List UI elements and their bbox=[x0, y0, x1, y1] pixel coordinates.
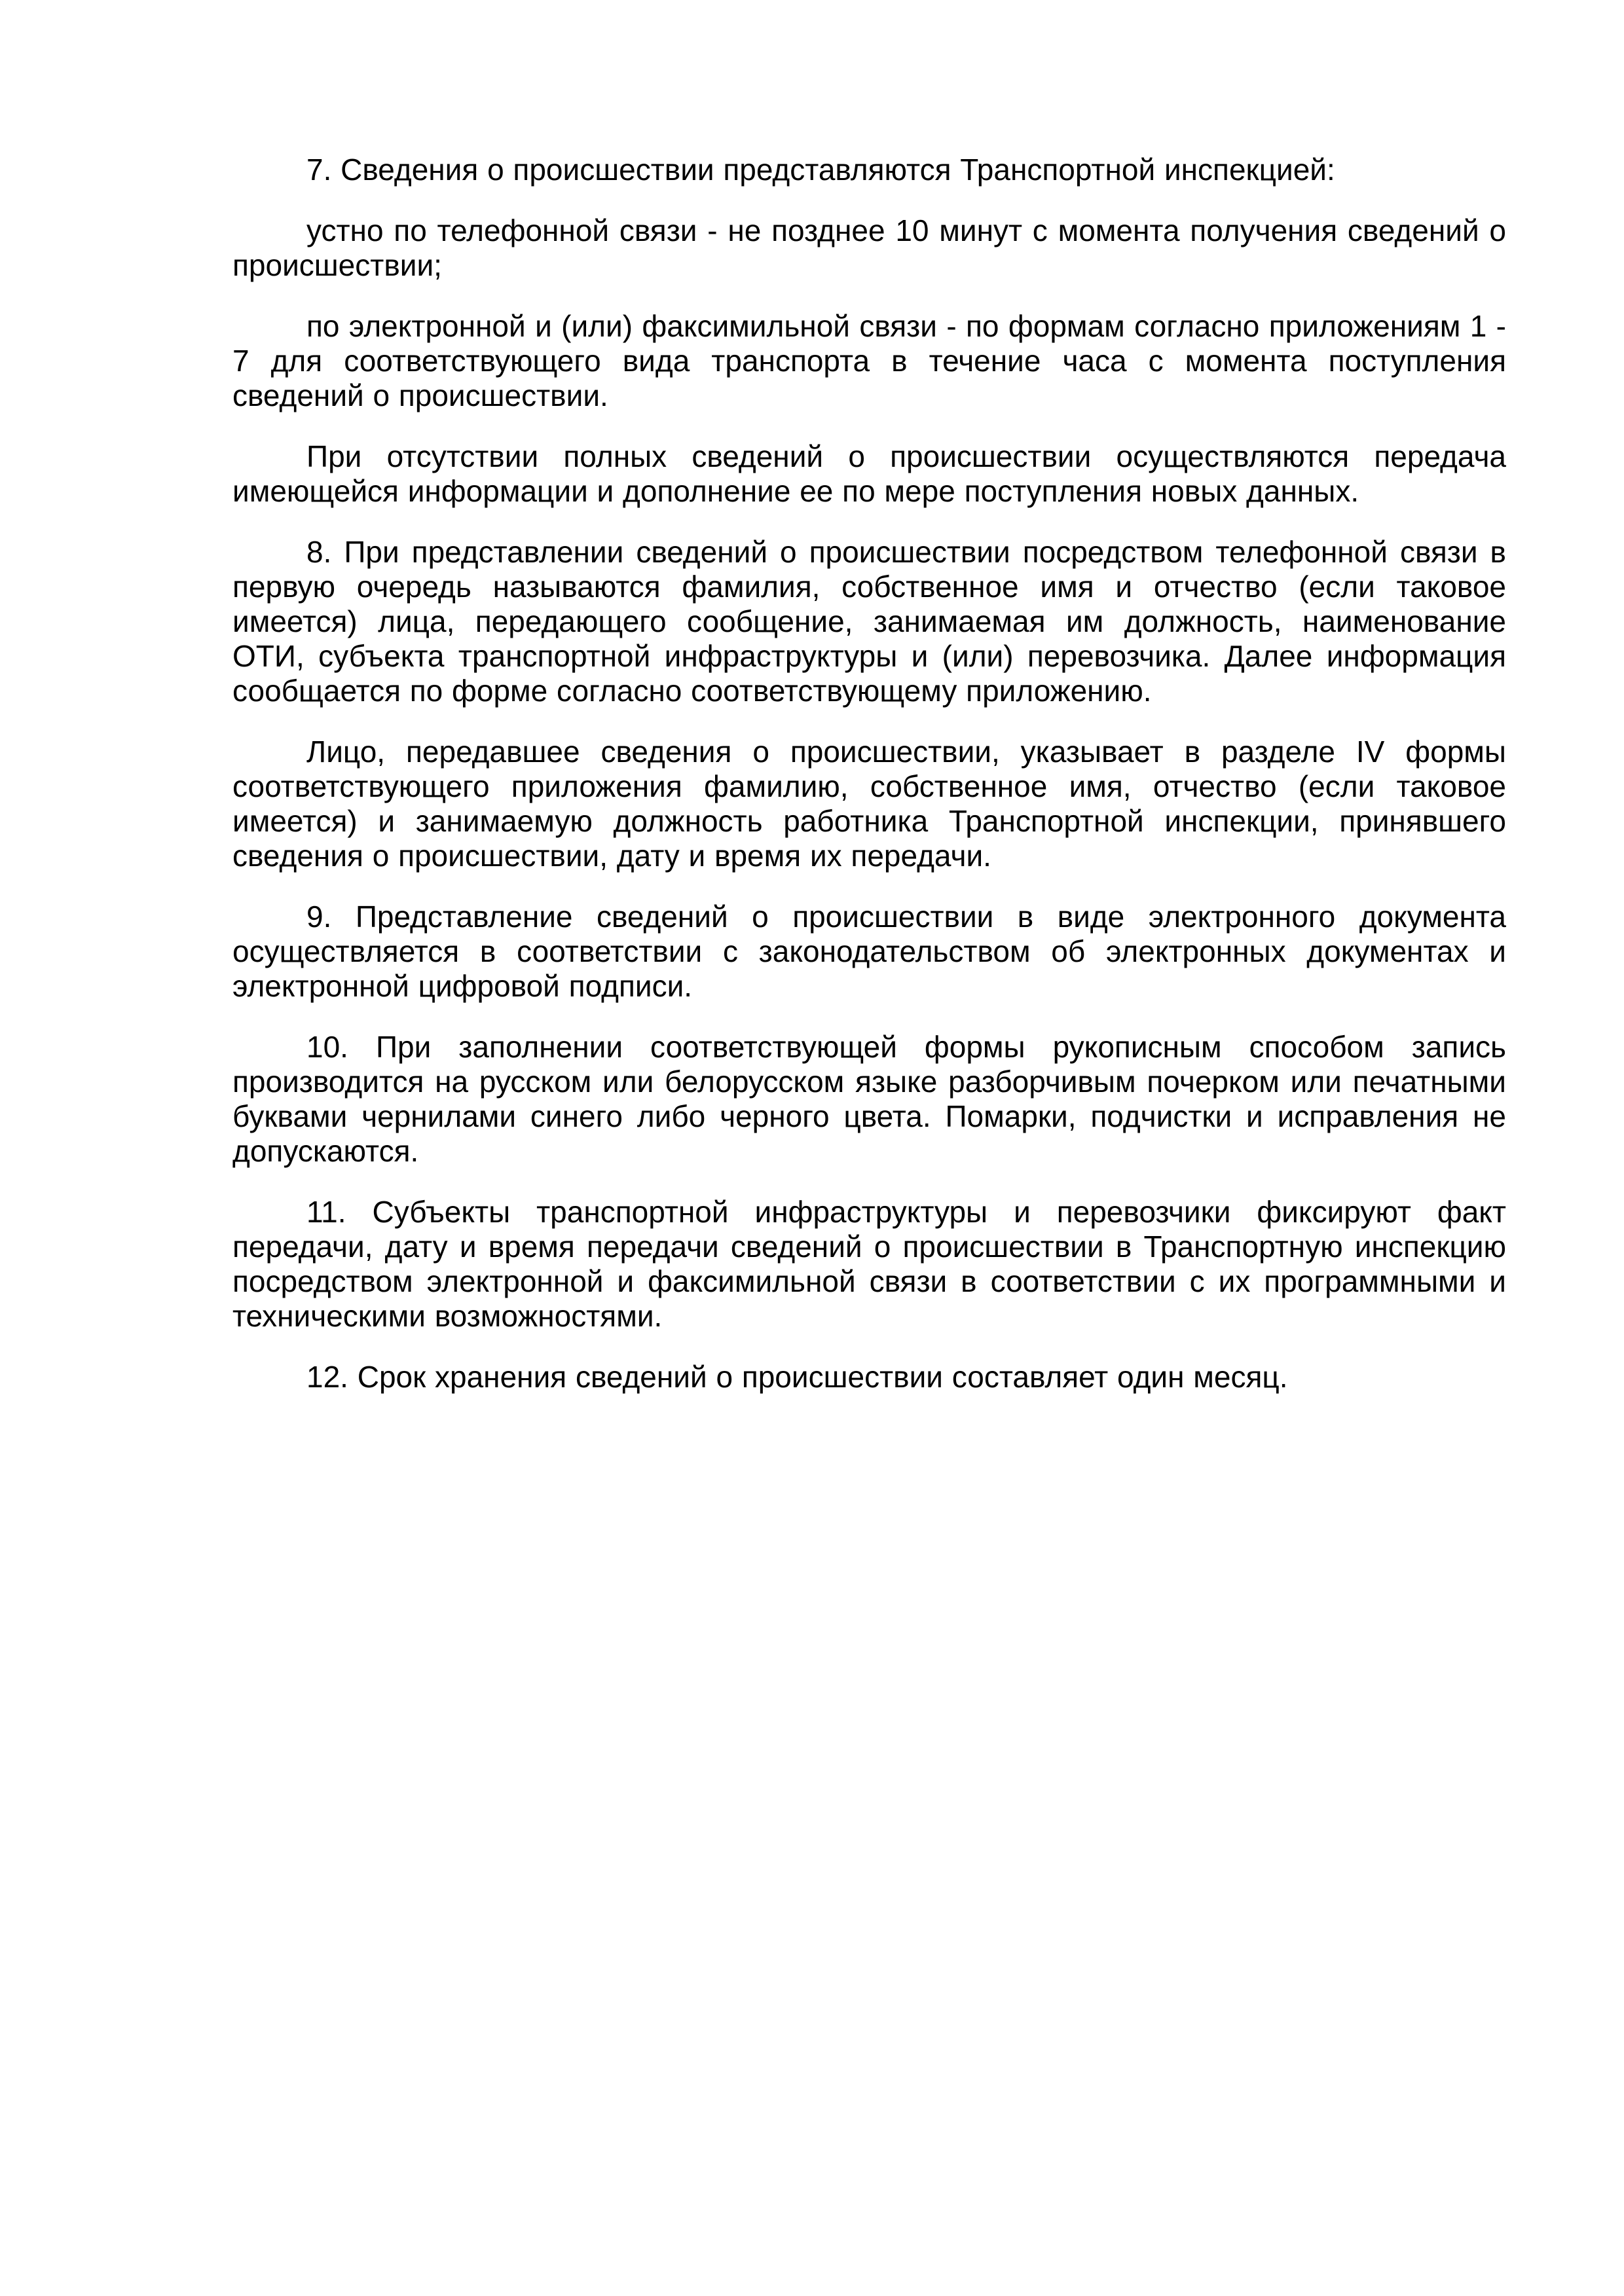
para-9-electronic-document: 9. Представление сведений о происшествии в виде электронного документа осуществляется в соответствии с законодательством об электронных документах и электронной цифровой подписи. bbox=[232, 900, 1506, 1003]
document-text-block bbox=[232, 153, 1506, 1394]
para-7-incomplete-info: При отсутствии полных сведений о происшествии осуществляются передача имеющейся информации и дополнение ее по мере поступления новых данных. bbox=[232, 439, 1506, 508]
para-10-handwriting-rules: 10. При заполнении соответствующей формы рукописным способом запись производится на русском или белорусском языке разборчивым почерком или печатными буквами чернилами синего либо черного цвета. Помарки, подчистки и исправления не допускаются. bbox=[232, 1030, 1506, 1168]
para-11-transmission-log: 11. Субъекты транспортной инфраструктуры и перевозчики фиксируют факт передачи, дату и время передачи сведений о происшествии в Транспортную инспекцию посредством электронной и факсимильной связи в соответствии с их программными и техническими возможностями. bbox=[232, 1195, 1506, 1333]
para-7-electronic-report: по электронной и (или) факсимильной связи - по формам согласно приложениям 1 - 7 для соответствующего вида транспорта в течение часа с момента поступления сведений о происшествии. bbox=[232, 309, 1506, 412]
para-7-intro: 7. Сведения о происшествии представляются Транспортной инспекцией: bbox=[306, 153, 1335, 187]
para-7-oral-report: устно по телефонной связи - не позднее 10 минут с момента получения сведений о происшествии; bbox=[232, 213, 1506, 282]
para-12-storage-period: 12. Срок хранения сведений о происшествии составляет один месяц. bbox=[306, 1360, 1288, 1394]
para-8-phone-procedure: 8. При представлении сведений о происшествии посредством телефонной связи в первую очередь называются фамилия, собственное имя и отчество (если таковое имеется) лица, передающего сообщение, занимаемая им должность, наименование ОТИ, субъекта транспортной инфраструктуры и (или) перевозчика. Далее информация сообщается по форме согласно соответствующему приложению. bbox=[232, 535, 1506, 708]
para-8-section-iv: Лицо, передавшее сведения о происшествии, указывает в разделе IV формы соответствующего приложения фамилию, собственное имя, отчество (если таковое имеется) и занимаемую должность работника Транспортной инспекции, принявшего сведения о происшествии, дату и время их передачи. bbox=[232, 735, 1506, 873]
